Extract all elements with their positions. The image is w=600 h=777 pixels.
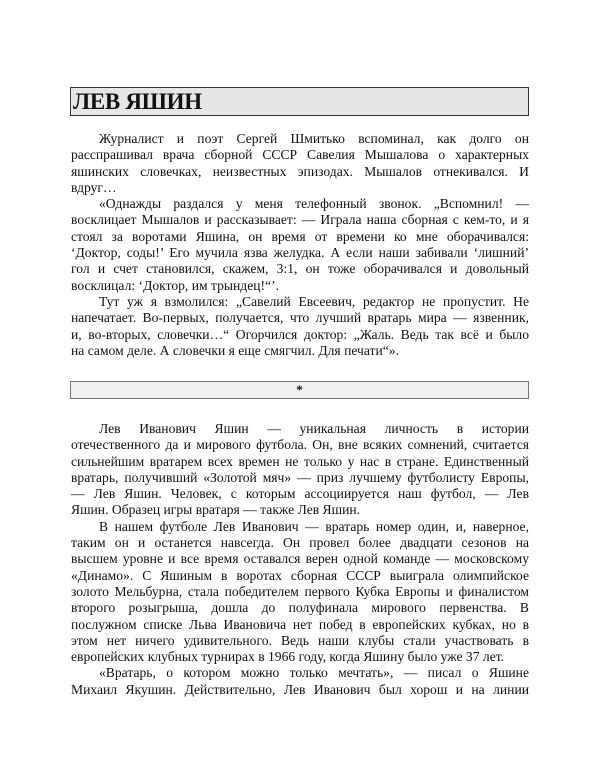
text-section-top: [71, 131, 529, 359]
text-line: Лев Иванович Яшин — уникальная личность в истории: [99, 421, 529, 436]
text-line: В нашем футболе Лев Иванович — вратарь номер один, и, наверное,: [99, 518, 529, 534]
text-line: восклицал: ‘Доктор, им трындец!“’.: [71, 277, 280, 293]
text-line: сильнейшим вратарем всех времен не только у нас в стране. Единственный: [71, 453, 529, 469]
text-line: восклицает Мышалов и рассказывает: — Играла наша сборная с кем-то, и я: [71, 212, 529, 228]
text-line: Михаил Якушин. Действительно, Лев Иванович был хорош и на линии: [71, 681, 529, 697]
text-line: стоял за воротами Яшина, он время от времени ко мне оборачивался:: [71, 228, 529, 244]
text-line: таким он и останется навсегда. Он провел более двадцати сезонов на: [71, 535, 529, 551]
text-line: — Лев Яшин. Человек, с которым ассоциируется наш футбол, — Лев: [71, 486, 529, 502]
text-line: напечатает. Во-первых, получается, что лучший вратарь мира — язвенник,: [71, 310, 529, 326]
text-line: второго розыгрыша, дошла до полуфинала мирового первенства. В: [71, 600, 529, 616]
text-line: этом нет ничего удивительного. Ведь наши клубы стали участвовать в: [71, 632, 529, 648]
paragraph: [71, 421, 529, 519]
paragraph: [71, 294, 529, 359]
text-line: расспрашивал врача сборной СССР Савелия Мышалова о характерных: [71, 147, 529, 163]
chapter-title: ЛЕВ ЯШИН: [73, 89, 202, 114]
text-line: «Вратарь, о котором можно только мечтать», — писал о Яшине: [99, 665, 529, 681]
text-line: высшем уровне и все время оставался верен одной команде — московскому: [71, 551, 529, 567]
text-line: и, во-вторых, словечки…“ Огорчился доктор: „Жаль. Ведь так всё и было: [71, 326, 529, 342]
text-line: Тут уж я взмолился: „Савелий Евсеевич, редактор не пропустит. Не: [99, 293, 529, 309]
text-line: «Однажды раздался у меня телефонный звонок. „Вспомнил! —: [99, 196, 529, 212]
text-line: золото Мельбурна, стала победителем первого Кубка Европы и финалистом: [71, 583, 529, 599]
text-line: послужном списке Льва Ивановича нет побед в европейских кубках, но в: [71, 616, 529, 632]
text-line: отечественного да и мирового футбола. Он, вне всяких сомнений, считается: [71, 437, 529, 453]
text-section-bottom: [71, 421, 529, 698]
chapter-title-box: [70, 87, 529, 116]
text-line: вратарь, получивший «Золотой мяч» — приз лучшему футболисту Европы,: [71, 469, 529, 485]
paragraph: [71, 131, 529, 196]
paragraph: [71, 519, 529, 666]
text-line: гол и счет становился, скажем, 3:1, он тоже оборачивался и довольный: [71, 261, 529, 277]
text-line: на самом деле. А словечки я еще смягчил. Для печати“».: [71, 342, 400, 358]
paragraph: [71, 665, 529, 698]
text-line: ‘Доктор, соды!’ Его мучила язва желудка. А если наши забивали ‘лишний’: [71, 245, 529, 261]
text-line: Яшин. Образец игры вратаря — также Лев Яшин.: [71, 502, 361, 518]
section-separator: *: [70, 381, 529, 399]
text-line: Журналист и поэт Сергей Шмитько вспоминал, как долго он: [99, 131, 529, 146]
text-line: «Динамо». С Яшиным в воротах сборная СССР выиграла олимпийское: [71, 567, 529, 583]
paragraph: [71, 196, 529, 294]
text-line: яшинских словечках, неизвестных эпизодах. Мышалов отнекивался. И: [71, 163, 529, 179]
text-line: европейских клубных турнирах в 1966 году, когда Яшину было уже 37 лет.: [71, 649, 505, 665]
text-line: вдруг…: [71, 179, 117, 195]
